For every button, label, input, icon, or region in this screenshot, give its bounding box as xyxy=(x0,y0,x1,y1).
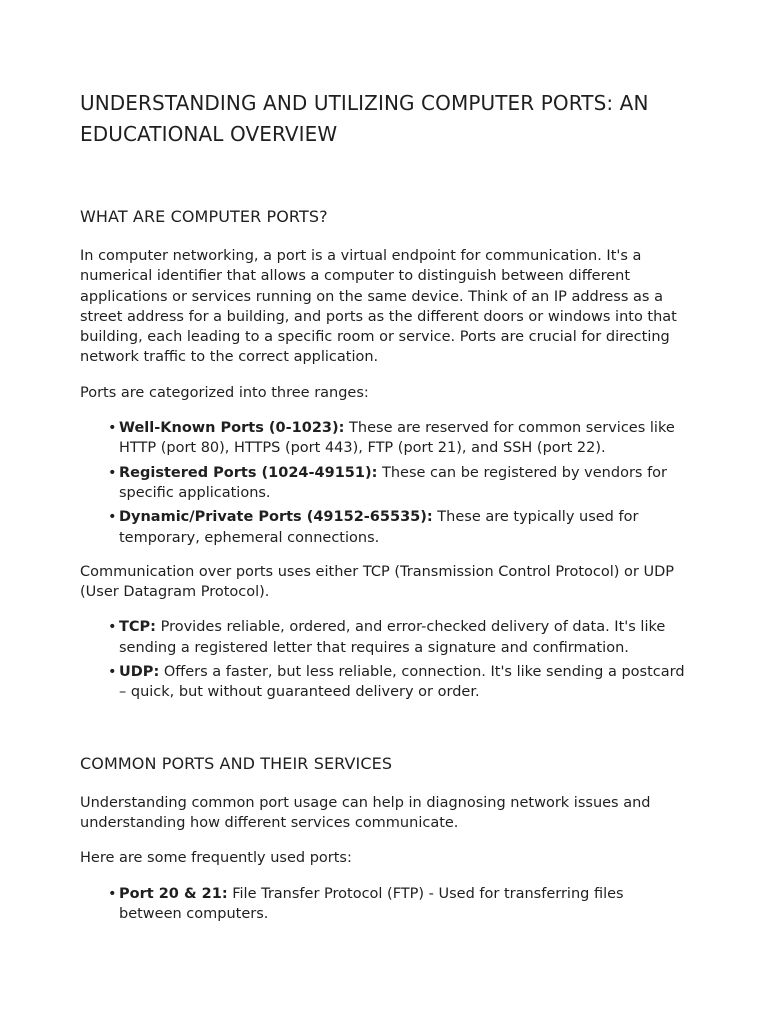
section-common-ports xyxy=(80,753,688,924)
list-item-port-20-21 xyxy=(108,884,688,925)
protocols-list xyxy=(80,617,688,702)
paragraph-ranges-intro: Ports are categorized into three ranges: xyxy=(80,384,369,401)
list-item-well-known-ports xyxy=(108,418,688,459)
section-heading-common-ports: COMMON PORTS AND THEIR SERVICES xyxy=(80,753,393,773)
section-heading-what-are-ports: WHAT ARE COMPUTER PORTS? xyxy=(80,207,328,226)
list-item-registered-ports xyxy=(108,463,688,504)
list-item-tcp xyxy=(108,617,688,658)
page-title: UNDERSTANDING AND UTILIZING COMPUTER PORTS: AN EDUCATIONAL OVERVIEW xyxy=(80,91,649,146)
list-item-text: These can be registered by vendors for specific applications. xyxy=(119,464,668,501)
list-item-label: TCP: xyxy=(119,619,156,636)
paragraph-common-ports-intro: Understanding common port usage can help in diagnosing network issues and understanding how different services communicate. xyxy=(80,794,651,831)
paragraph-frequent-ports-intro: Here are some frequently used ports: xyxy=(80,850,352,867)
list-item-label: Registered Ports (1024-49151): xyxy=(119,464,378,481)
bullet-glyph: • xyxy=(108,509,117,526)
list-item-text: These are reserved for common services like HTTP (port 80), HTTPS (port 443), FTP (port 21), and SSH (port 22). xyxy=(119,420,675,457)
bullet-glyph: • xyxy=(108,464,117,481)
list-item-udp xyxy=(108,662,688,703)
list-item-label: Well-Known Ports (0-1023): xyxy=(119,420,345,437)
bullet-glyph: • xyxy=(108,664,117,681)
bullet-glyph: • xyxy=(108,619,117,636)
paragraph-protocols-intro: Communication over ports uses either TCP (Transmission Control Protocol) or UDP (User Datagram Protocol). xyxy=(80,563,674,601)
list-item-text: Offers a faster, but less reliable, connection. It's like sending a postcard – quick, but without guaranteed delivery or order. xyxy=(119,664,685,701)
list-item-label: UDP: xyxy=(119,664,160,681)
bullet-glyph: • xyxy=(108,885,117,902)
bullet-glyph: • xyxy=(108,420,117,437)
list-item-text: Provides reliable, ordered, and error-checked delivery of data. It's like sending a registered letter that requires a signature and confirmation. xyxy=(119,619,666,656)
list-item-label: Dynamic/Private Ports (49152-65535): xyxy=(119,509,433,526)
common-ports-list xyxy=(80,884,688,925)
list-item-text: These are typically used for temporary, ephemeral connections. xyxy=(119,509,639,546)
list-item-text: File Transfer Protocol (FTP) - Used for transferring files between computers. xyxy=(119,885,624,922)
port-ranges-list xyxy=(80,418,688,548)
list-item-dynamic-ports xyxy=(108,507,688,548)
paragraph-port-definition: In computer networking, a port is a virtual endpoint for communication. It's a numerical identifier that allows a computer to distinguish between different applications or services running on the same device. Think of an IP address as a street address for a building, and ports as the different doors or windows into that building, each leading to a specific room or service. Ports are crucial for directing network traffic to the correct application. xyxy=(80,248,677,366)
list-item-label: Port 20 & 21: xyxy=(119,885,228,902)
